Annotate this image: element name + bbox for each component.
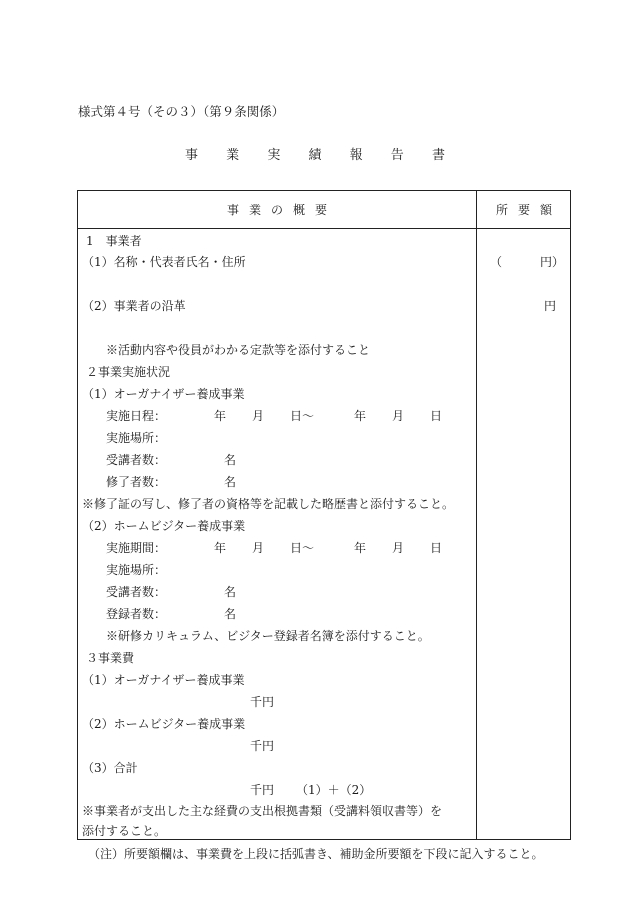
table-body	[78, 191, 570, 839]
date-unit: 年	[354, 541, 367, 555]
field-label: 修了者数：	[106, 475, 167, 489]
date-unit: 月	[392, 541, 405, 555]
header-char: 事	[226, 203, 239, 217]
amount-unit-yen: 円	[544, 299, 557, 313]
title-char: 績	[308, 148, 322, 163]
count-unit: 名	[224, 585, 237, 599]
amount-paren-open: （	[490, 255, 503, 269]
amount-unit-senyen: 千円	[250, 695, 275, 709]
date-unit: 日	[430, 409, 443, 423]
note-text: ※活動内容や役員がわかる定款等を添付すること	[106, 343, 371, 357]
amount-unit-senyen: 千円	[250, 783, 275, 797]
subsection-heading: （2）ホームビジター養成事業	[82, 519, 246, 533]
subsection-heading: （1）オーガナイザー養成事業	[82, 387, 245, 401]
date-unit: 日～	[290, 541, 315, 555]
title-char: 業	[226, 148, 240, 163]
count-unit: 名	[224, 607, 237, 621]
field-label: 実施場所：	[106, 563, 167, 577]
count-unit: 名	[224, 475, 237, 489]
field-label: 実施期間：	[106, 541, 167, 555]
subsection-heading: （2）事業者の沿革	[82, 299, 186, 313]
sum-formula: （1）＋（2）	[296, 783, 372, 797]
note-text: ※研修カリキュラム、ビジター登録者名簿を添付すること。	[106, 629, 430, 643]
title-char: 実	[267, 148, 281, 163]
date-unit: 年	[354, 409, 367, 423]
date-unit: 月	[252, 541, 265, 555]
amount-paren-close: 円）	[540, 255, 565, 269]
subsection-heading: （1）オーガナイザー養成事業	[82, 673, 245, 687]
title-char: 事	[185, 148, 199, 163]
header-char: 要	[315, 203, 328, 217]
form-number-label: 様式第４号（その３）（第９条関係）	[78, 104, 285, 119]
field-label: 実施日程：	[106, 409, 167, 423]
note-text: ※修了証の写し、修了者の資格等を記載した略歴書と添付すること。	[82, 497, 455, 511]
date-unit: 年	[214, 409, 227, 423]
amount-unit-senyen: 千円	[250, 739, 275, 753]
date-unit: 日～	[290, 409, 315, 423]
title-char: 報	[349, 148, 363, 163]
footnote: （注）所要額欄は、事業費を上段に括弧書き、補助金所要額を下段に記入すること。	[88, 847, 544, 861]
header-char: 額	[540, 203, 553, 217]
field-label: 実施場所：	[106, 431, 167, 445]
header-char: 業	[248, 203, 261, 217]
count-unit: 名	[224, 453, 237, 467]
note-text: ※事業者が支出した主な経費の支出根拠書類（受講料領収書等）を	[82, 804, 443, 818]
section-heading: ３事業費	[86, 651, 135, 665]
date-unit: 月	[392, 409, 405, 423]
date-unit: 月	[252, 409, 265, 423]
header-char: の	[270, 203, 283, 217]
header-char: 概	[293, 203, 306, 217]
field-label: 受講者数：	[106, 453, 167, 467]
subsection-heading: （1）名称・代表者氏名・住所	[82, 255, 246, 269]
field-label: 受講者数：	[106, 585, 167, 599]
date-unit: 日	[430, 541, 443, 555]
title-char: 告	[390, 148, 404, 163]
section-heading: 1 事業者	[86, 234, 142, 248]
title-char: 書	[431, 148, 445, 163]
field-label: 登録者数：	[106, 607, 167, 621]
date-unit: 年	[214, 541, 227, 555]
section-heading: ２事業実施状況	[86, 365, 171, 379]
report-table	[77, 190, 571, 840]
header-char: 要	[517, 203, 530, 217]
subsection-heading: （3）合計	[82, 761, 138, 775]
subsection-heading: （2）ホームビジター養成事業	[82, 717, 246, 731]
header-char: 所	[495, 203, 508, 217]
document-title	[185, 148, 445, 164]
note-text: 添付すること。	[82, 824, 167, 838]
